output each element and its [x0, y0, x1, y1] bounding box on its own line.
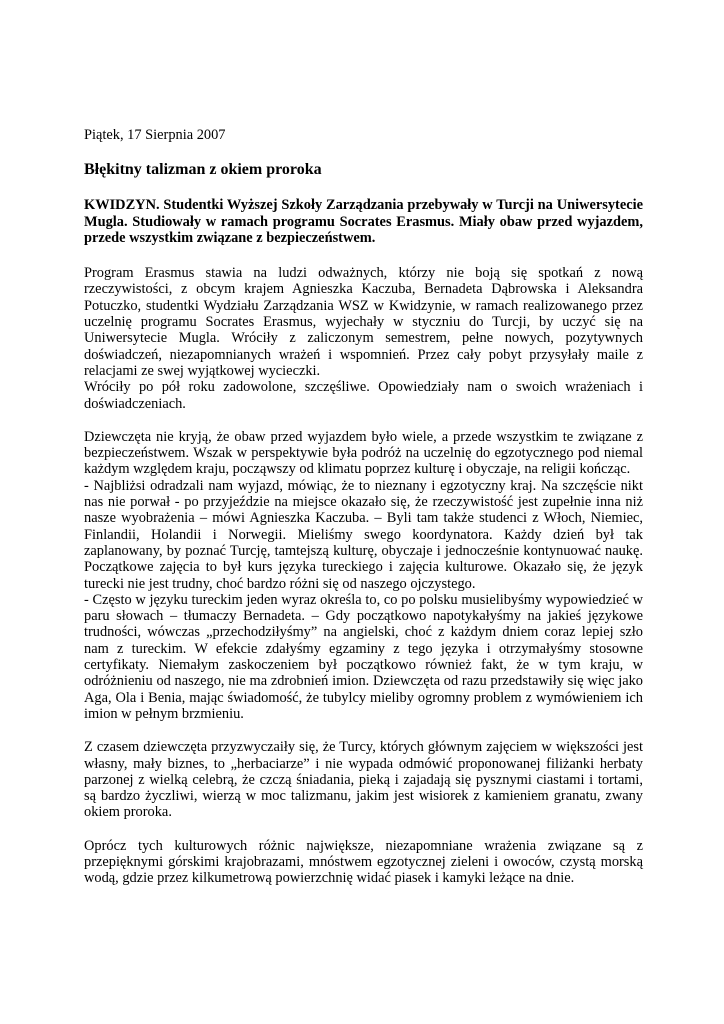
- paragraph-line: Program Erasmus stawia na ludzi odważnych, którzy nie boją się spotkań z nową rzeczywistości, z obcym krajem Agnieszka Kaczuba, Bernadeta Dąbrowska i Aleksandra Potuczko, studentki Wydziału Zarządzania WSZ w Kwidzynie, w ramach realizowanego przez uczelnię programu Socrates Erasmus, wyjechały w styczniu do Turcji, by uczyć się na Uniwersytecie Mugla. Wróciły z zaliczonym semestrem, pełne nowych, pozytywnych doświadczeń, niezapomnianych wrażeń i wspomnień. Przez cały pobyt przysyłały maile z relacjami ze swej wyjątkowej wycieczki.: [84, 265, 643, 379]
- paragraph-line: - Często w języku tureckim jeden wyraz określa to, co po polsku musielibyśmy wypowiedzieć w paru słowach – tłumaczy Bernadeta. – Gdy początkowo napotykałyśmy na jakieś językowe trudności, wówczas „przechodziłyśmy” na angielski, choć z każdym dniem coraz lepiej szło nam z tureckim. W efekcie zdałyśmy egzaminy z tego języka i otrzymałyśmy stosowne certyfikaty. Niemałym zaskoczeniem był początkowo również fakt, że w tym kraju, w odróżnieniu od naszego, nie ma zdrobnień imion. Dziewczęta od razu przedstawiły się więc jako Aga, Ola i Benia, mając świadomość, że tubylcy mieliby ogromny problem z wymówieniem ich imion w pełnym brzmieniu.: [84, 591, 643, 722]
- paragraph-line: Wróciły po pół roku zadowolone, szczęśliwe. Opowiedziały nam o swoich wrażeniach i doświadczeniach.: [84, 379, 643, 412]
- article-lead: KWIDZYN. Studentki Wyższej Szkoły Zarządzania przebywały w Turcji na Uniwersytecie Mugla. Studiowały w ramach programu Socrates Erasmus. Miały obaw przed wyjazdem, przede wszystkim związane z bezpieczeństwem.: [84, 197, 643, 246]
- paragraph-line: Z czasem dziewczęta przyzwyczaiły się, że Turcy, których głównym zajęciem w większości jest własny, mały biznes, to „herbaciarze” i nie wypada odmówić proponowanej filiżanki herbaty parzonej z wielką celebrą, że czczą śniadania, pieką i zajadają się pysznymi ciastami i tortami, są bardzo życzliwi, wierzą w moc talizmanu, jakim jest wisiorek z kamieniem granatu, zwany okiem proroka.: [84, 739, 643, 821]
- paragraph-line: Dziewczęta nie kryją, że obaw przed wyjazdem było wiele, a przede wszystkim te związane z bezpieczeństwem. Wszak w perspektywie była podróż na uczelnię do egzotycznego pod niemal każdym względem kraju, począwszy od klimatu poprzez kulturę i obyczaje, na religii kończąc.: [84, 428, 643, 478]
- article-paragraph-2: [84, 429, 643, 722]
- article-paragraph-3: [84, 739, 643, 820]
- article-paragraph-4: [84, 838, 643, 887]
- paragraph-line: - Najbliżsi odradzali nam wyjazd, mówiąc, że to nieznany i egzotyczny kraj. Na szczęście nikt nas nie porwał - po przyjeździe na miejsce okazało się, że rzeczywistość jest zupełnie inna niż nasze wyobrażenia – mówi Agnieszka Kaczuba. – Byli tam także studenci z Włoch, Niemiec, Finlandii, Holandii i Norwegii. Mieliśmy swego koordynatora. Każdy dzień był tak zaplanowany, by poznać Turcję, tamtejszą kulturę, obyczaje i jednocześnie kontynuować naukę. Początkowe zajęcia to był kurs języka tureckiego i zajęcia kulturowe. Okazało się, że język turecki nie jest trudny, choć bardzo różni się od naszego ojczystego.: [84, 477, 643, 592]
- article-paragraph-1: [84, 265, 643, 412]
- article-title: Błękitny talizman z okiem proroka: [84, 161, 322, 179]
- document-page: [84, 127, 643, 904]
- article-date: Piątek, 17 Sierpnia 2007: [84, 127, 226, 143]
- paragraph-line: Oprócz tych kulturowych różnic największe, niezapomniane wrażenia związane są z przepięknymi górskimi krajobrazami, mnóstwem egzotycznej zieleni i owoców, czystą morską wodą, gdzie przez kilkumetrową powierzchnię widać piasek i kamyki leżące na dnie.: [84, 837, 643, 887]
